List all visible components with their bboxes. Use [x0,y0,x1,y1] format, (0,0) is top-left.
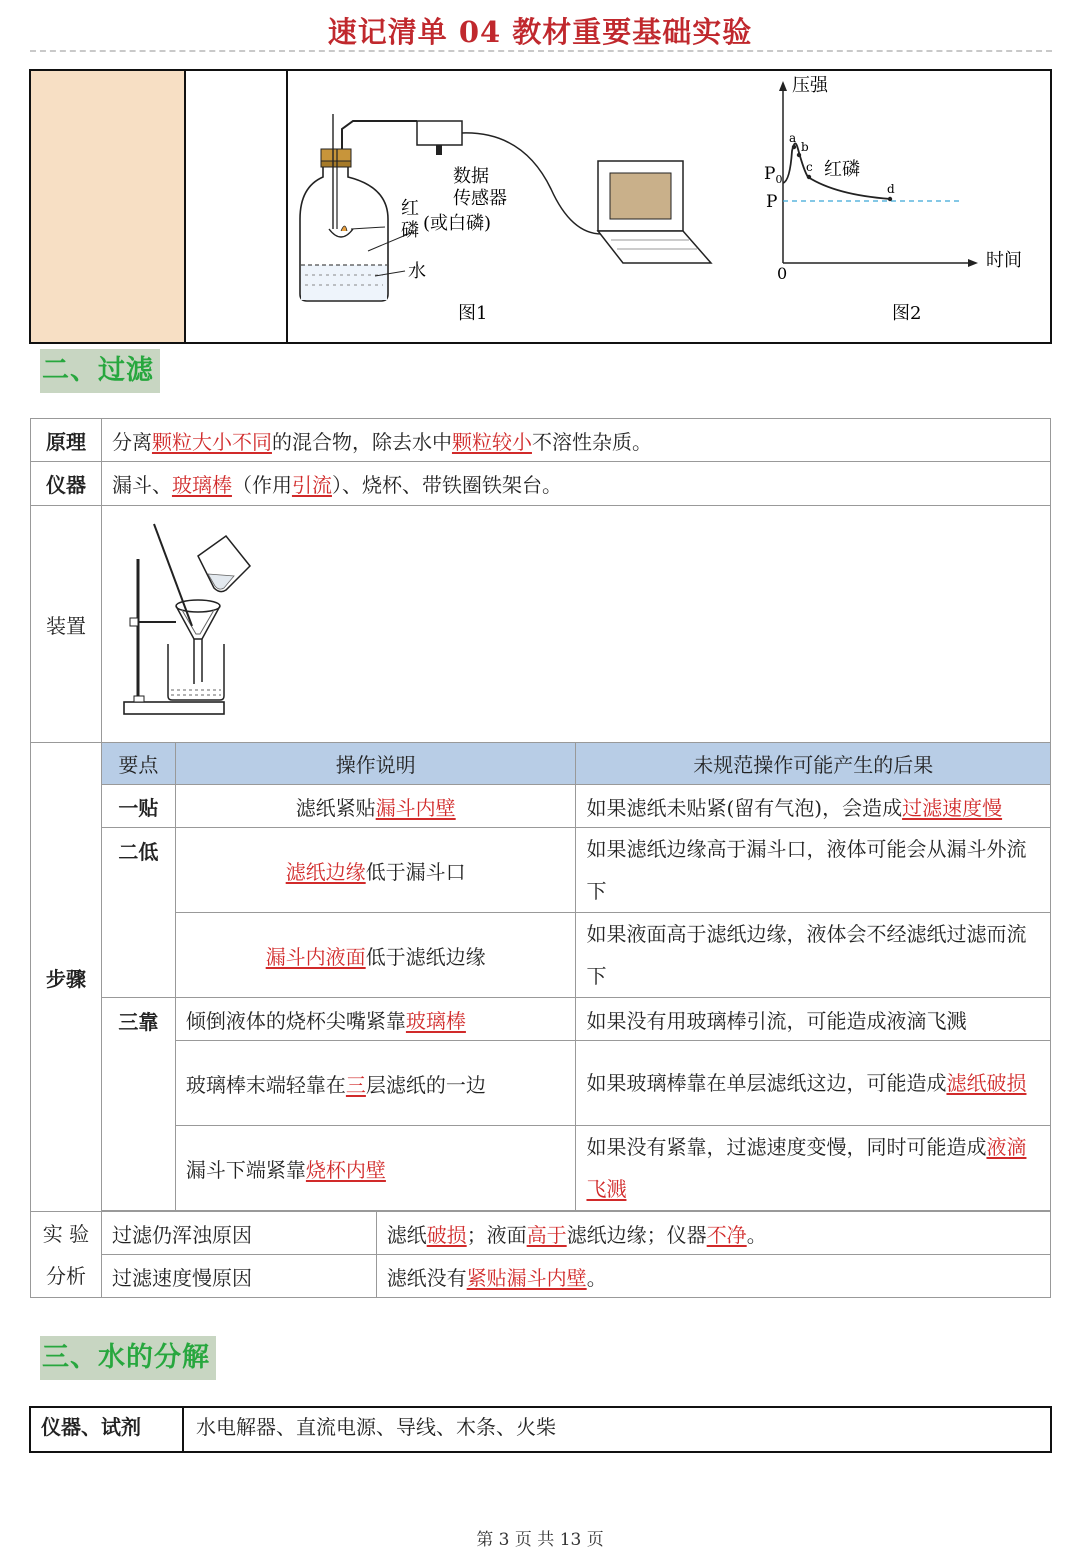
y-axis-label: 压强 [792,75,828,96]
sankao-operation-2: 玻璃棒末端轻靠在三层滤纸的一边 [175,1041,576,1126]
principle-text: 分离颗粒大小不同的混合物，除去水中颗粒较小不溶性杂质。 [101,419,1050,462]
point-c: c [806,160,813,174]
col-head-operation: 操作说明 [175,743,576,785]
instruments-label: 仪器 [31,462,102,506]
water-decomposition-table [29,1406,1052,1453]
yitie-label: 一贴 [101,785,175,828]
empty-cell [186,71,288,342]
sankao-operation-3: 漏斗下端紧靠烧杯内壁 [175,1126,576,1211]
analysis-q1: 过滤仍浑浊原因 [101,1212,376,1255]
instruments-text: 漏斗、玻璃棒（作用引流）、烧杯、带铁圈铁架台。 [101,462,1050,506]
yitie-operation: 滤纸紧贴漏斗内壁 [175,785,576,828]
curve-label: 红磷 [824,159,860,180]
erdi-consequence-1: 如果滤纸边缘高于漏斗口，液体可能会从漏斗外流下 [576,828,1051,913]
sankao-consequence-2: 如果玻璃棒靠在单层滤纸这边，可能造成滤纸破损 [576,1041,1051,1126]
figure2-label: 图2 [892,303,922,324]
figure-box [29,69,1052,344]
origin-label: 0 [777,264,788,283]
apparatus-label: 装置 [31,506,102,743]
point-a: a [789,131,797,145]
water-label: 水 [408,261,426,282]
analysis-a2: 滤纸没有紧贴漏斗内壁。 [376,1255,1050,1298]
col-head-point: 要点 [101,743,175,785]
x-axis-label: 时间 [986,250,1022,271]
title-divider [30,50,1052,52]
erdi-consequence-2: 如果液面高于滤纸边缘，液体会不经滤纸过滤而流下 [576,913,1051,998]
figure1-apparatus [293,79,733,337]
tan-label-cell [31,71,186,342]
red-label-2: 磷 [401,220,419,241]
sankao-consequence-1: 如果没有用玻璃棒引流，可能造成液滴飞溅 [576,998,1051,1041]
sensor-label-1: 数据 [453,166,489,187]
p-label: P [766,192,778,212]
sankao-operation-1: 倾倒液体的烧杯尖嘴紧靠玻璃棒 [175,998,576,1041]
sensor-label-2: 传感器 [453,188,507,209]
page-title: 速记清单 04 教材重要基础实验 [327,15,753,49]
page-number: 第 3 页 共 13 页 [476,1530,604,1550]
instruments-reagents-value: 水电解器、直流电源、导线、木条、火柴 [196,1415,556,1439]
filtration-table [30,418,1051,1298]
point-d: d [887,182,895,196]
analysis-a1: 滤纸破损；液面高于滤纸边缘；仪器不净。 [376,1212,1050,1255]
steps-label: 步骤 [31,743,102,1212]
analysis-label: 实 验 分析 [31,1212,102,1298]
erdi-operation-1: 滤纸边缘低于漏斗口 [175,828,576,913]
erdi-label: 二低 [101,828,175,998]
figure2-pressure-graph [746,73,1046,339]
yitie-consequence: 如果滤纸未贴紧(留有气泡)，会造成过滤速度慢 [576,785,1051,828]
section-heading-filtration: 二、过滤 [40,349,160,393]
analysis-q2: 过滤速度慢原因 [101,1255,376,1298]
filtration-apparatus-diagram [116,514,266,734]
white-label: (或白磷) [423,213,492,234]
sankao-consequence-3: 如果没有紧靠，过滤速度变慢，同时可能造成液滴飞溅 [576,1126,1051,1211]
red-label-1: 红 [401,198,419,219]
p0-label: $P_0$ [764,164,783,186]
principle-label: 原理 [31,419,102,462]
col-head-consequence: 未规范操作可能产生的后果 [576,743,1051,785]
erdi-operation-2: 漏斗内液面低于滤纸边缘 [175,913,576,998]
section-heading-water-decomposition: 三、水的分解 [40,1336,216,1380]
figure1-label: 图1 [458,303,488,324]
sankao-label: 三靠 [101,998,175,1211]
apparatus-cell [101,506,1050,743]
instruments-reagents-label: 仪器、试剂 [31,1408,184,1451]
point-b: b [801,140,809,154]
